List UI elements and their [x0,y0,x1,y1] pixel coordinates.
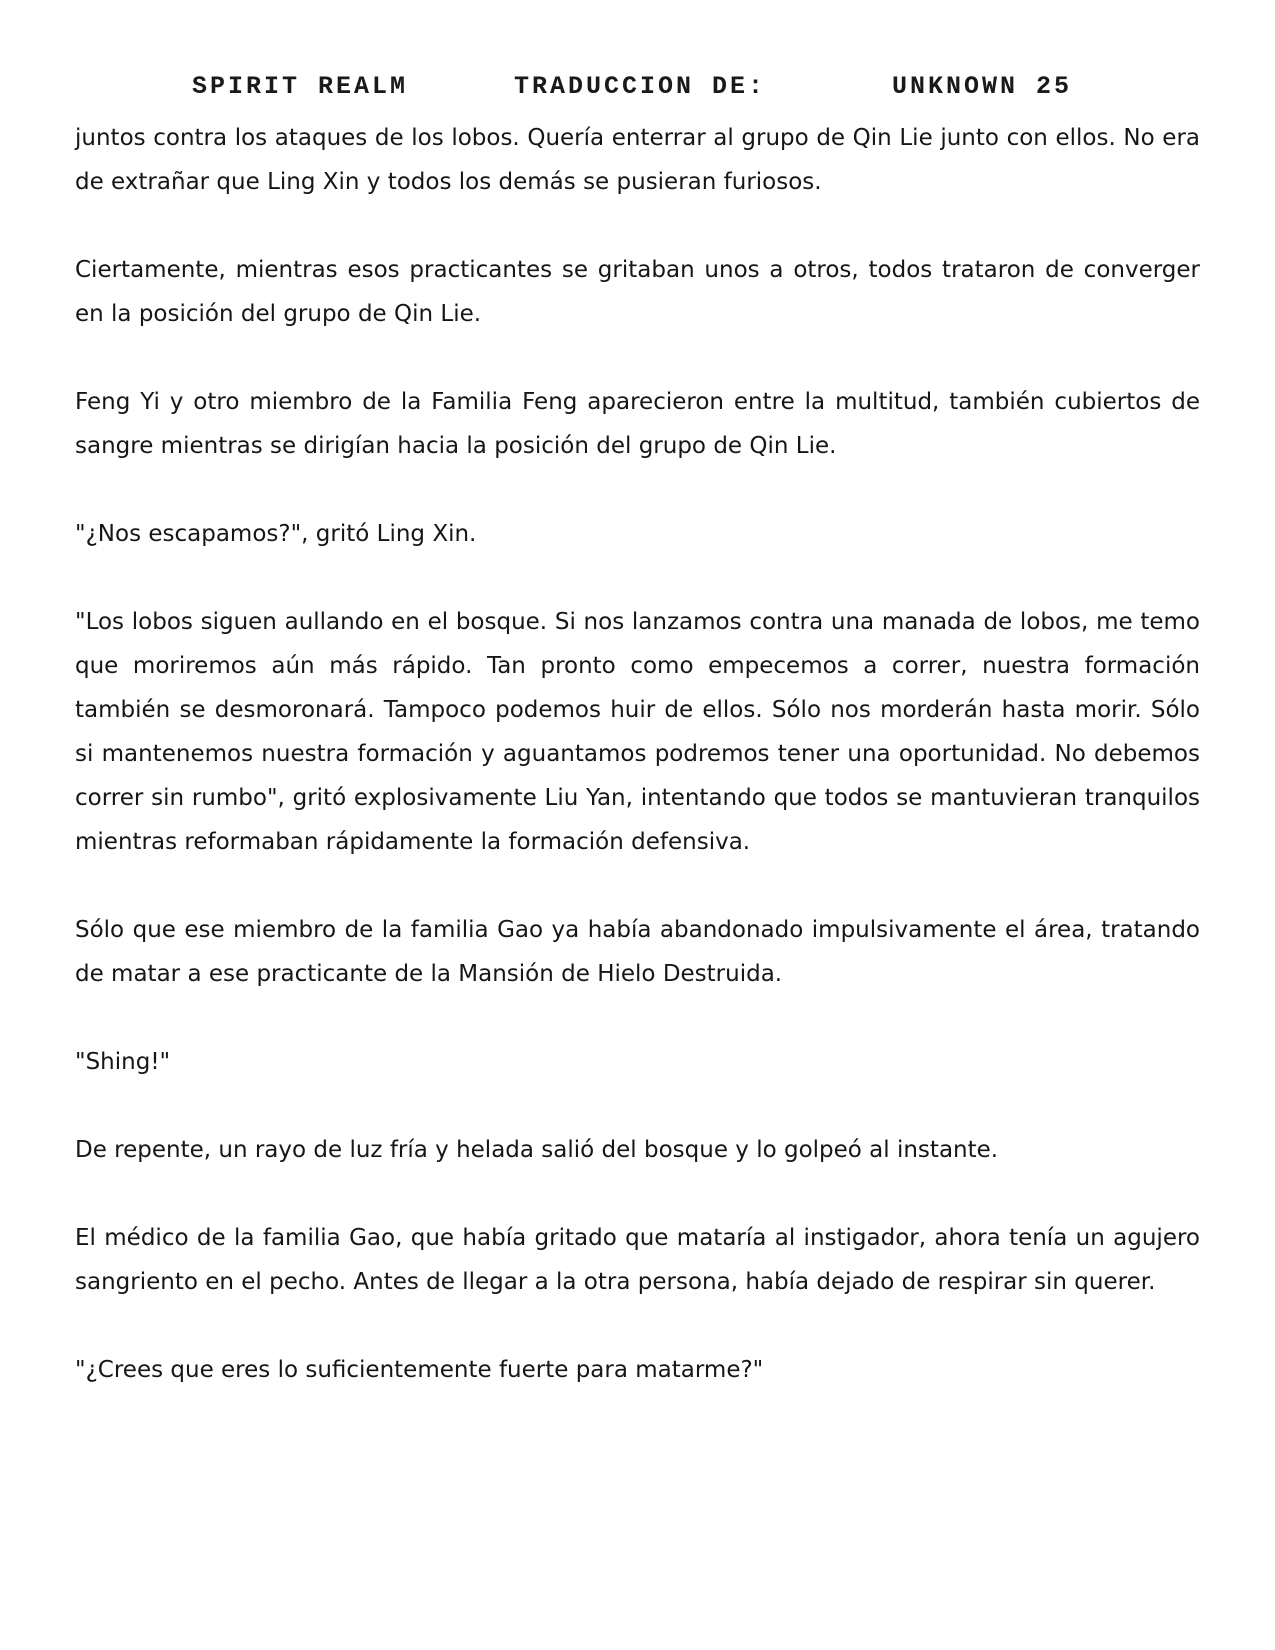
paragraph: Feng Yi y otro miembro de la Familia Feng aparecieron entre la multitud, también cubiertos de sangre mientras se dirigían hacia la posición del grupo de Qin Lie. [75,389,1200,459]
paragraph: juntos contra los ataques de los lobos. Quería enterrar al grupo de Qin Lie junto con ellos. No era de extrañar que Ling Xin y todos los demás se pusieran furiosos. [75,125,1200,195]
paragraph: De repente, un rayo de luz fría y helada salió del bosque y lo golpeó al instante. [75,1137,999,1163]
translator-page: UNKNOWN 25 [892,72,1073,101]
page-body [75,116,1200,1436]
novel-title: SPIRIT REALM [192,72,409,101]
paragraph: "Los lobos siguen aullando en el bosque. Si nos lanzamos contra una manada de lobos, me temo que moriremos aún más rápido. Tan pronto como empecemos a correr, nuestra formación también se desmoronará. Tampoco podemos huir de ellos. Sólo nos morderán hasta morir. Sólo si mantenemos nuestra formación y aguantamos podremos tener una oportunidad. No debemos correr sin rumbo", gritó explosivamente Liu Yan, intentando que todos se mantuvieran tranquilos mientras reformaban rápidamente la formación defensiva. [75,609,1200,855]
paragraph: Sólo que ese miembro de la familia Gao ya había abandonado impulsivamente el área, tratando de matar a ese practicante de la Mansión de Hielo Destruida. [75,917,1200,987]
paragraph: "Shing!" [75,1049,171,1075]
paragraph: "¿Crees que eres lo suficientemente fuerte para matarme?" [75,1357,764,1383]
translation-label: TRADUCCION DE: [514,72,767,101]
page-header [0,72,1275,112]
paragraph: "¿Nos escapamos?", gritó Ling Xin. [75,521,477,547]
paragraph: El médico de la familia Gao, que había gritado que mataría al instigador, ahora tenía un agujero sangriento en el pecho. Antes de llegar a la otra persona, había dejado de respirar sin querer. [75,1225,1200,1295]
paragraph: Ciertamente, mientras esos practicantes se gritaban unos a otros, todos trataron de converger en la posición del grupo de Qin Lie. [75,257,1200,327]
